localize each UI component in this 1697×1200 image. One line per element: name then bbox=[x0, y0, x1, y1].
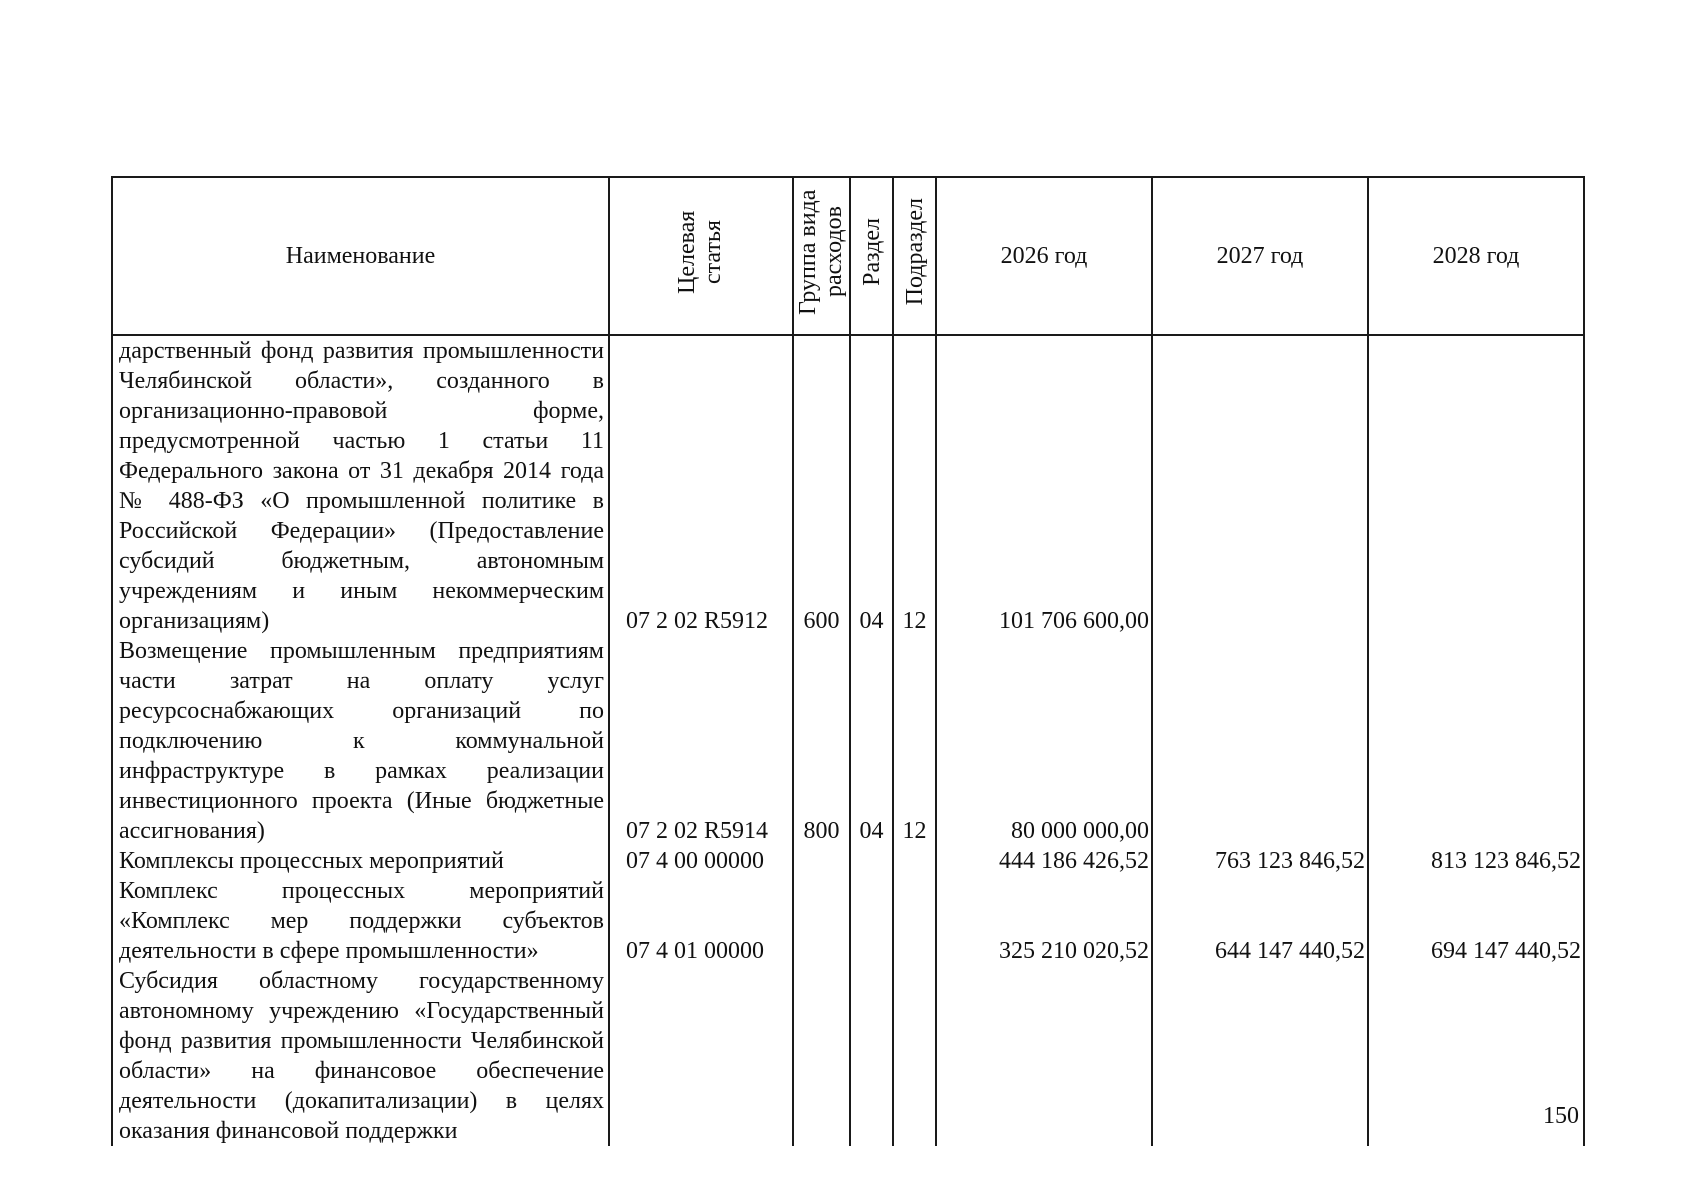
header-subsection: Подраздел bbox=[893, 177, 936, 335]
row-target-article-cell: 07 4 01 00000 bbox=[609, 876, 793, 966]
table-row bbox=[112, 335, 1584, 636]
page-number: 150 bbox=[1543, 1103, 1579, 1129]
row-amount-2027-cell bbox=[1152, 335, 1368, 636]
row-subsection-cell bbox=[893, 876, 936, 966]
table-row bbox=[112, 966, 1584, 1146]
row-subsection-cell: 12 bbox=[893, 335, 936, 636]
row-target-article-cell: 07 4 00 00000 bbox=[609, 846, 793, 876]
row-amount-2027-cell bbox=[1152, 966, 1368, 1146]
row-expense-group-cell bbox=[793, 966, 850, 1146]
row-expense-group-cell bbox=[793, 846, 850, 876]
budget-table bbox=[111, 176, 1585, 1146]
table-row bbox=[112, 876, 1584, 966]
row-name-cell: Комплекс процессных мероприятий «Комплекс мер поддержки субъектов деятельности в сфере промышленности» bbox=[112, 876, 609, 966]
row-amount-2026-cell bbox=[936, 966, 1152, 1146]
row-section-cell bbox=[850, 846, 893, 876]
row-amount-2028-cell: 813 123 846,52 bbox=[1368, 846, 1584, 876]
row-name-cell: Комплексы процессных мероприятий bbox=[112, 846, 609, 876]
row-section-cell: 04 bbox=[850, 636, 893, 846]
table-row bbox=[112, 636, 1584, 846]
row-subsection-cell: 12 bbox=[893, 636, 936, 846]
header-expense-group: Группа вида расходов bbox=[793, 177, 850, 335]
table-header bbox=[112, 177, 1584, 335]
row-amount-2026-cell: 325 210 020,52 bbox=[936, 876, 1152, 966]
header-year-2026: 2026 год bbox=[936, 177, 1152, 335]
row-target-article-cell: 07 2 02 R5914 bbox=[609, 636, 793, 846]
row-target-article-cell bbox=[609, 966, 793, 1146]
table-body bbox=[112, 335, 1584, 1146]
row-expense-group-cell: 600 bbox=[793, 335, 850, 636]
header-target-article: Целевая статья bbox=[609, 177, 793, 335]
row-section-cell bbox=[850, 876, 893, 966]
row-amount-2027-cell: 763 123 846,52 bbox=[1152, 846, 1368, 876]
row-amount-2028-cell: 694 147 440,52 bbox=[1368, 876, 1584, 966]
row-amount-2026-cell: 101 706 600,00 bbox=[936, 335, 1152, 636]
row-section-cell bbox=[850, 966, 893, 1146]
row-target-article-cell: 07 2 02 R5912 bbox=[609, 335, 793, 636]
row-amount-2027-cell bbox=[1152, 636, 1368, 846]
header-year-2027: 2027 год bbox=[1152, 177, 1368, 335]
header-name: Наименование bbox=[112, 177, 609, 335]
row-subsection-cell bbox=[893, 846, 936, 876]
row-amount-2028-cell bbox=[1368, 636, 1584, 846]
row-expense-group-cell: 800 bbox=[793, 636, 850, 846]
row-expense-group-cell bbox=[793, 876, 850, 966]
header-section: Раздел bbox=[850, 177, 893, 335]
row-name-cell: Возмещение промышленным предприятиям части затрат на оплату услуг ресурсоснабжающих организаций по подключению к коммунальной инфраструктуре в рамках реализации инвестиционного проекта (Иные бюджетные ассигнования) bbox=[112, 636, 609, 846]
row-section-cell: 04 bbox=[850, 335, 893, 636]
row-name-cell: дарственный фонд развития промышленности Челябинской области», созданного в организационно-правовой форме, предусмотренной частью 1 статьи 11 Федерального закона от 31 декабря 2014 года № 488-ФЗ «О промышленной политике в Российской Федерации» (Предоставление субсидий бюджетным, автономным учреждениям и иным некоммерческим организациям) bbox=[112, 335, 609, 636]
row-name-cell: Субсидия областному государственному автономному учреждению «Государственный фонд развития промышленности Челябинской области» на финансовое обеспечение деятельности (докапитализации) в целях оказания финансовой поддержки bbox=[112, 966, 609, 1146]
row-amount-2026-cell: 444 186 426,52 bbox=[936, 846, 1152, 876]
row-amount-2028-cell bbox=[1368, 335, 1584, 636]
row-amount-2027-cell: 644 147 440,52 bbox=[1152, 876, 1368, 966]
row-subsection-cell bbox=[893, 966, 936, 1146]
row-amount-2026-cell: 80 000 000,00 bbox=[936, 636, 1152, 846]
table-row bbox=[112, 846, 1584, 876]
header-year-2028: 2028 год bbox=[1368, 177, 1584, 335]
